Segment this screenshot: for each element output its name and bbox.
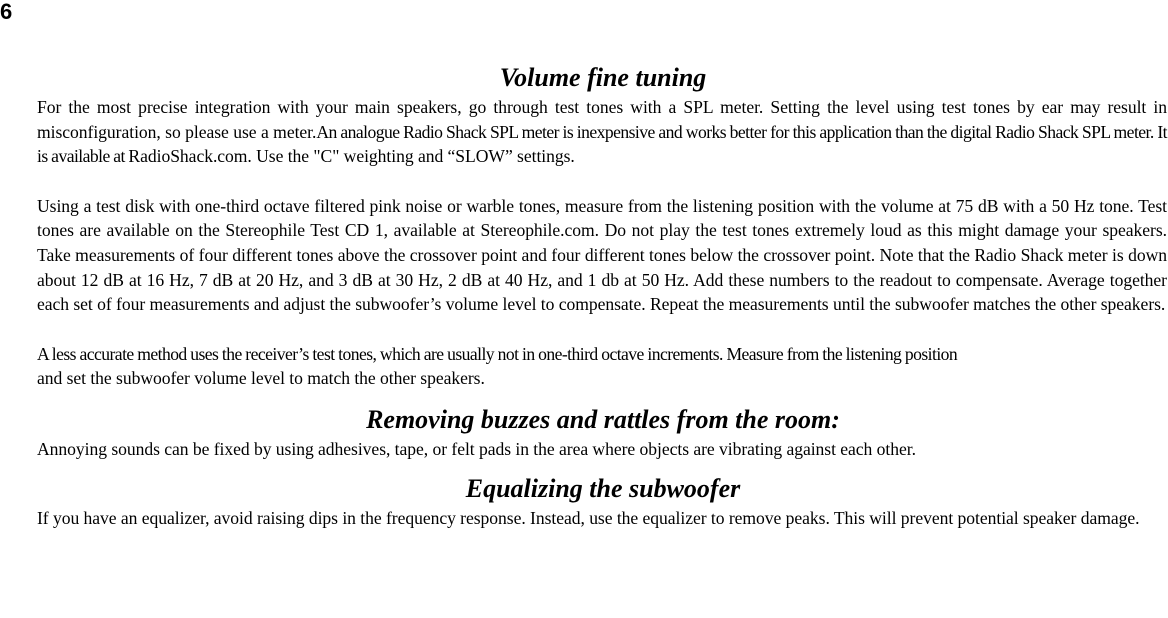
section-spacer: [37, 462, 1167, 472]
paragraph-spacer: [37, 169, 1167, 194]
buzzes-paragraph: Annoying sounds can be fixed by using adhesives, tape, or felt pads in the area where objects are vibrating against each other.: [37, 439, 916, 460]
equalizing-paragraph: If you have an equalizer, avoid raising dips in the frequency response. Instead, use the equalizer to remove peaks. This will prevent potential speaker damage.: [37, 507, 1140, 528]
section-spacer: [37, 391, 1167, 403]
volume-paragraph-3-text-b: and set the subwoofer volume level to match the other speakers.: [37, 368, 485, 389]
page-number: 6: [0, 0, 13, 24]
equalizing-subwoofer-heading: Equalizing the subwoofer: [465, 473, 741, 503]
volume-paragraph-2: Using a test disk with one-third octave filtered pink noise or warble tones, measure from the listening position with the volume at 75 dB with a 50 Hz tone. Test tones are available on the Stereophile Test CD 1, available at Stereophile.com. Do not play the test tones extremely loud as this might damage your speakers. Take measurements of four different tones above the crossover point and four different tones below the crossover point. Note that the Radio Shack meter is down about 12 dB at 16 Hz, 7 dB at 20 Hz, and 3 dB at 30 Hz, 2 dB at 40 Hz, and 1 db at 50 Hz. Add these numbers to the readout to compensate. Average together each set of four measurements and adjust the subwoofer’s volume level to compensate. Repeat the measurements until the subwoofer matches the other speakers.: [37, 195, 1167, 315]
document-body: [37, 61, 1167, 530]
paragraph-spacer: [37, 317, 1167, 342]
volume-paragraph-3: [37, 342, 1167, 391]
volume-paragraph-1: [37, 95, 1167, 169]
volume-paragraph-3-text-a: A less accurate method uses the receiver’s test tones, which are usually not in one-third octave increments. Measure from the listening position: [37, 343, 958, 364]
volume-paragraph-1-text-a: For the most precise integration with your main speakers, go through test tones with a SPL meter. Setting the level using test tones by ear may result in misconfiguration, so please use a meter.: [37, 97, 1167, 142]
removing-buzzes-heading: Removing buzzes and rattles from the room:: [366, 405, 840, 435]
volume-fine-tuning-heading: Volume fine tuning: [499, 63, 707, 92]
volume-paragraph-1-text-c: RadioShack.com. Use the "C" weighting and “SLOW” settings.: [128, 146, 575, 167]
volume-paragraph-1-text-b: An analogue Radio Shack SPL meter is inexpensive and works better for this application than the digital Radio Shack SPL meter. It is available at: [37, 121, 1168, 167]
